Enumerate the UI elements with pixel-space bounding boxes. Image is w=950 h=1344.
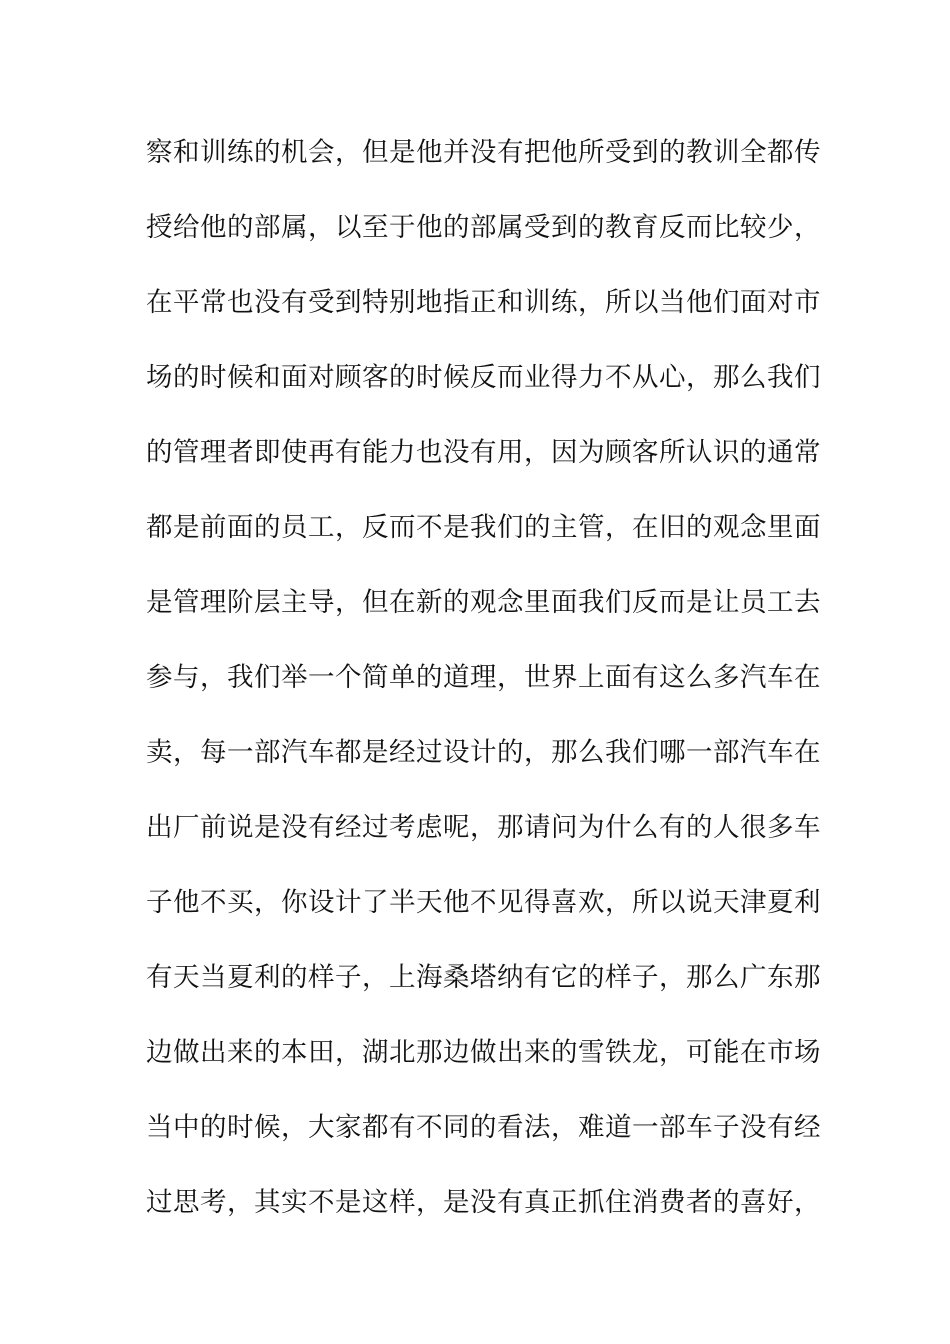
text-line: 参与，我们举一个简单的道理，世界上面有这么多汽车在 [146,662,821,693]
text-line: 是管理阶层主导，但在新的观念里面我们反而是让员工去 [146,587,821,618]
text-line: 都是前面的员工，反而不是我们的主管，在旧的观念里面 [146,512,821,543]
text-line: 当中的时候，大家都有不同的看法，难道一部车子没有经 [146,1112,821,1143]
text-line: 在平常也没有受到特别地指正和训练，所以当他们面对市 [146,287,821,318]
text-line: 的管理者即使再有能力也没有用，因为顾客所认识的通常 [146,437,821,468]
text-line: 场的时候和面对顾客的时候反而业得力不从心，那么我们 [146,362,821,393]
body-text [146,130,821,1255]
text-line: 察和训练的机会，但是他并没有把他所受到的教训全都传 [146,137,821,168]
text-line: 卖，每一部汽车都是经过设计的，那么我们哪一部汽车在 [146,737,821,768]
text-line: 子他不买，你设计了半天他不见得喜欢，所以说天津夏利 [146,887,821,918]
text-line: 出厂前说是没有经过考虑呢，那请问为什么有的人很多车 [146,812,821,843]
text-line: 过思考，其实不是这样，是没有真正抓住消费者的喜好， [146,1187,821,1218]
text-line: 有天当夏利的样子，上海桑塔纳有它的样子，那么广东那 [146,962,821,993]
text-line: 边做出来的本田，湖北那边做出来的雪铁龙，可能在市场 [146,1037,821,1068]
text-line: 授给他的部属，以至于他的部属受到的教育反而比较少， [146,212,821,243]
